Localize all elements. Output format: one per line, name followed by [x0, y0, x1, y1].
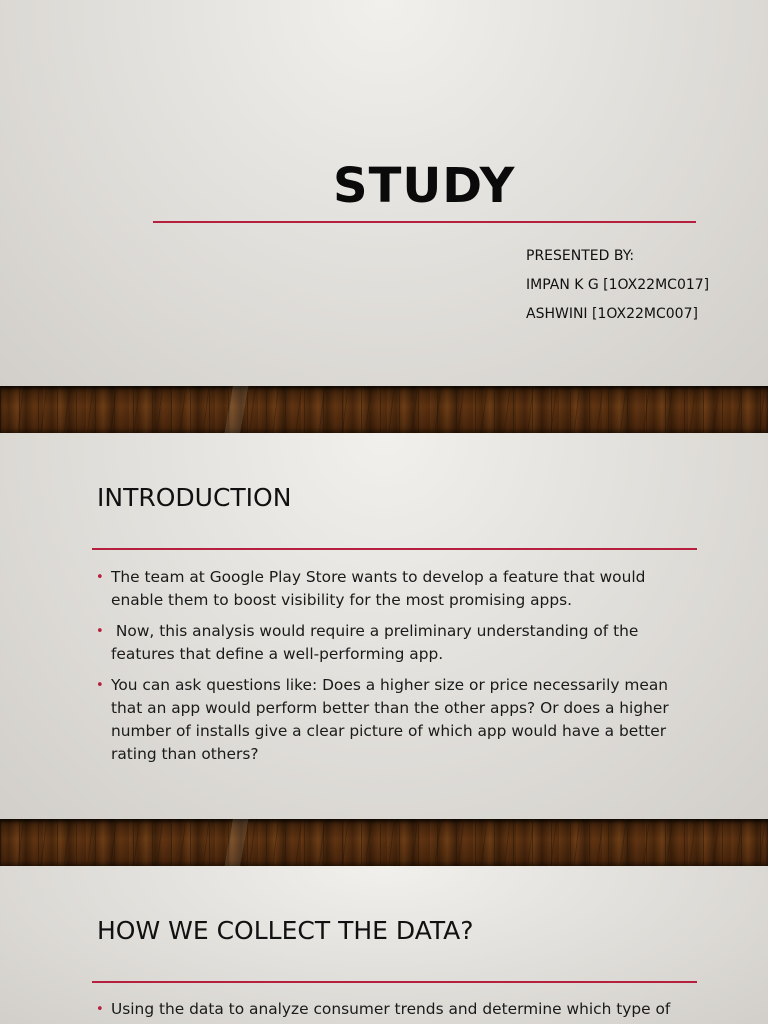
data-collection-divider: [92, 981, 697, 983]
wood-floor-divider: [0, 386, 768, 433]
introduction-heading: INTRODUCTION: [97, 483, 292, 512]
presenters-block: [526, 242, 709, 329]
bullet-text: Now, this analysis would require a preliminary understanding of the features that define a well-performing app.: [111, 622, 644, 663]
list-item: [96, 566, 696, 612]
presenters-label: PRESENTED BY:: [526, 248, 635, 264]
presenter-1: IMPAN K G [1OX22MC017]: [526, 277, 710, 293]
data-collection-bullet-list: [96, 998, 696, 1024]
list-item: [96, 998, 696, 1021]
bullet-text: You can ask questions like: Does a higher size or price necessarily mean that an app would perform better than the other apps? Or does a higher number of installs give a clear picture of which app would have a better rating than others?: [111, 676, 669, 763]
bullet-icon: •: [96, 678, 104, 693]
slide-introduction: [0, 433, 768, 819]
bullet-text: Using the data to analyze consumer trends and determine which type of: [111, 1000, 671, 1018]
slide-data-collection: [0, 866, 768, 1024]
wood-floor-divider: [0, 819, 768, 866]
data-collection-heading: HOW WE COLLECT THE DATA?: [97, 916, 474, 945]
list-item: [96, 674, 696, 766]
bullet-icon: •: [96, 1002, 104, 1017]
bullet-icon: •: [96, 624, 104, 639]
introduction-bullet-list: [96, 566, 696, 774]
introduction-divider: [92, 548, 697, 550]
list-item: [96, 620, 696, 666]
slide-title: [0, 0, 768, 386]
bullet-text: The team at Google Play Store wants to develop a feature that would enable them to boost visibility for the most promising apps.: [111, 568, 646, 609]
presenter-2: ASHWINI [1OX22MC007]: [526, 306, 698, 322]
slide-title-heading: STUDY: [333, 158, 516, 214]
title-divider: [153, 221, 696, 223]
bullet-icon: •: [96, 570, 104, 585]
